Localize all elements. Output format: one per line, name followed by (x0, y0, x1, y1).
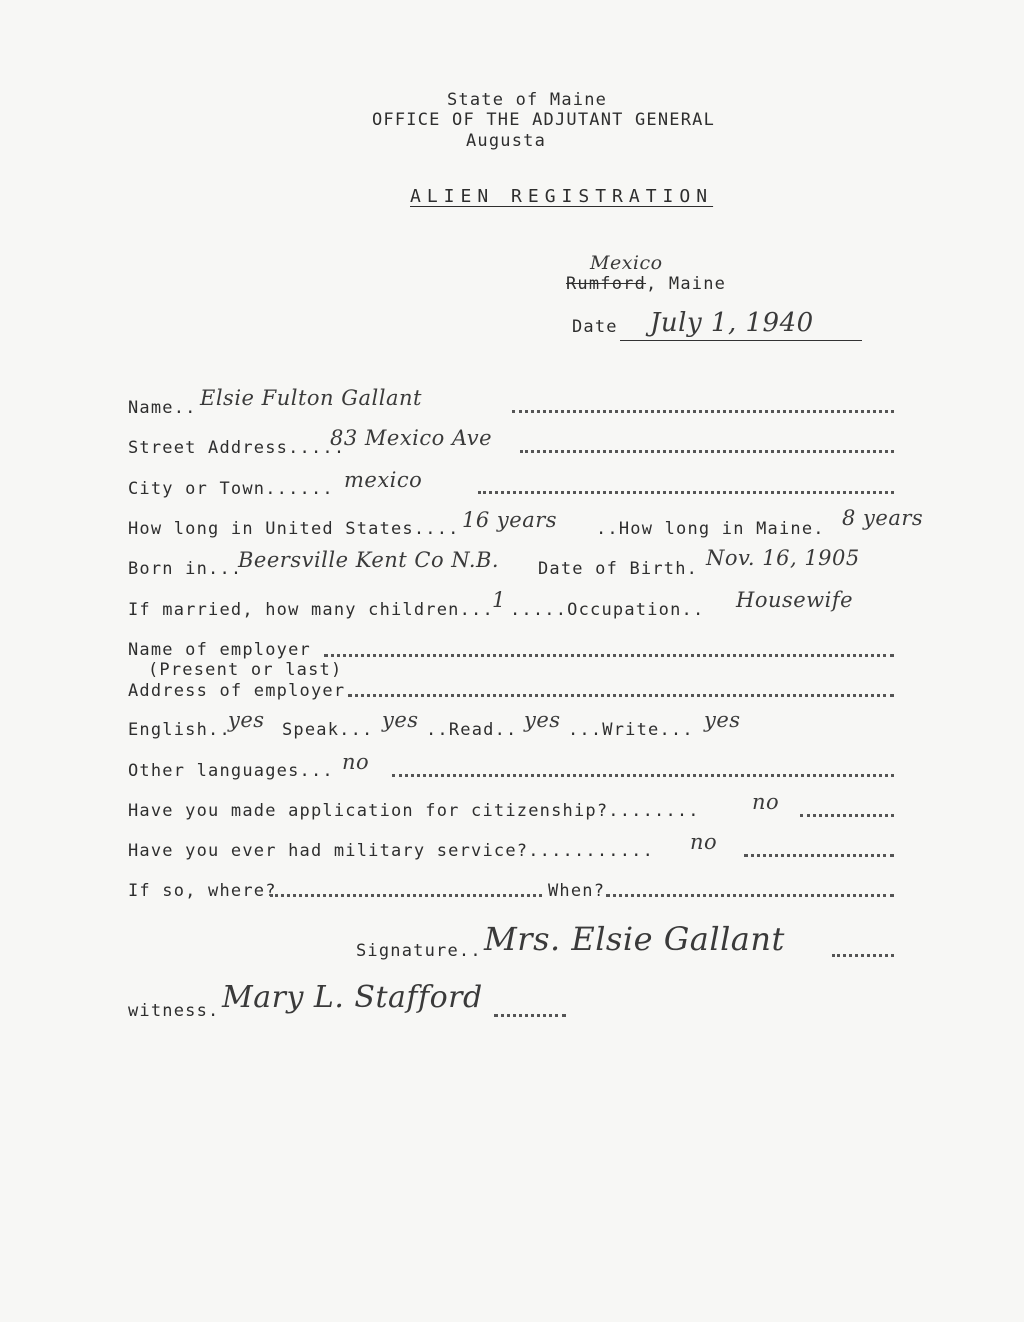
write-label: ...Write... (568, 720, 694, 740)
date-value: July 1, 1940 (650, 308, 814, 338)
military-dots (744, 854, 894, 857)
married-value: 1 (492, 588, 506, 612)
street-dots (520, 450, 894, 453)
military-value: no (690, 830, 718, 854)
city-label: City or Town...... (128, 479, 334, 499)
us-label: How long in United States.... (128, 519, 460, 539)
dob-value: Nov. 16, 1905 (706, 546, 860, 570)
name-value: Elsie Fulton Gallant (200, 386, 422, 410)
name-dots (512, 410, 894, 413)
street-label: Street Address..... (128, 438, 346, 458)
city-value: mexico (344, 468, 423, 492)
employer-label: Name of employer (128, 640, 311, 660)
citizenship-label: Have you made application for citizenship?........ (128, 801, 700, 821)
handwritten-town: Mexico (590, 252, 663, 274)
write-value: yes (704, 708, 741, 732)
maine-value: 8 years (842, 506, 924, 530)
english-label: English.. (128, 720, 231, 740)
read-label: ..Read.. (426, 720, 518, 740)
city-dots (478, 491, 894, 494)
other-lang-label: Other languages... (128, 761, 334, 781)
married-label: If married, how many children... (128, 600, 494, 620)
military-label: Have you ever had military service?........... (128, 841, 655, 861)
printed-town: Rumford (566, 274, 647, 294)
date-underline (620, 340, 862, 341)
citizenship-dots (800, 814, 894, 817)
other-lang-dots (392, 774, 894, 777)
when-dots (606, 894, 894, 897)
english-value: yes (228, 708, 265, 732)
where-dots (270, 894, 542, 897)
other-lang-value: no (342, 750, 370, 774)
name-label: Name.. (128, 398, 197, 418)
read-value: yes (524, 708, 561, 732)
signature-dots (832, 954, 894, 957)
speak-label: Speak... (282, 720, 374, 740)
employer-addr-label: Address of employer (128, 681, 346, 701)
date-label: Date (572, 317, 618, 337)
citizenship-value: no (752, 790, 780, 814)
born-value: Beersville Kent Co N.B. (238, 548, 500, 572)
when-label: When? (548, 881, 606, 901)
street-value: 83 Mexico Ave (330, 426, 493, 450)
header-state: State of Maine (447, 90, 608, 110)
witness-dots (494, 1014, 566, 1017)
form-title: ALIEN REGISTRATION (410, 186, 714, 207)
header-office: OFFICE OF THE ADJUTANT GENERAL (372, 110, 716, 130)
signature-value: Mrs. Elsie Gallant (484, 920, 785, 958)
maine-label: ..How long in Maine. (596, 519, 825, 539)
occupation-value: Housewife (736, 588, 854, 612)
dob-label: Date of Birth. (538, 559, 699, 579)
employer-dots (324, 654, 894, 657)
place-line (566, 274, 726, 294)
occupation-label: .....Occupation.. (510, 600, 705, 620)
witness-value: Mary L. Stafford (222, 980, 483, 1015)
employer-sub: (Present or last) (148, 660, 343, 680)
signature-label: Signature.. (356, 941, 482, 961)
us-value: 16 years (462, 508, 558, 532)
where-label: If so, where? (128, 881, 277, 901)
born-label: Born in... (128, 559, 243, 579)
speak-value: yes (382, 708, 419, 732)
header-city: Augusta (466, 131, 547, 151)
printed-state: , Maine (646, 274, 727, 294)
employer-addr-dots (348, 694, 894, 697)
witness-label: witness. (128, 1001, 220, 1021)
